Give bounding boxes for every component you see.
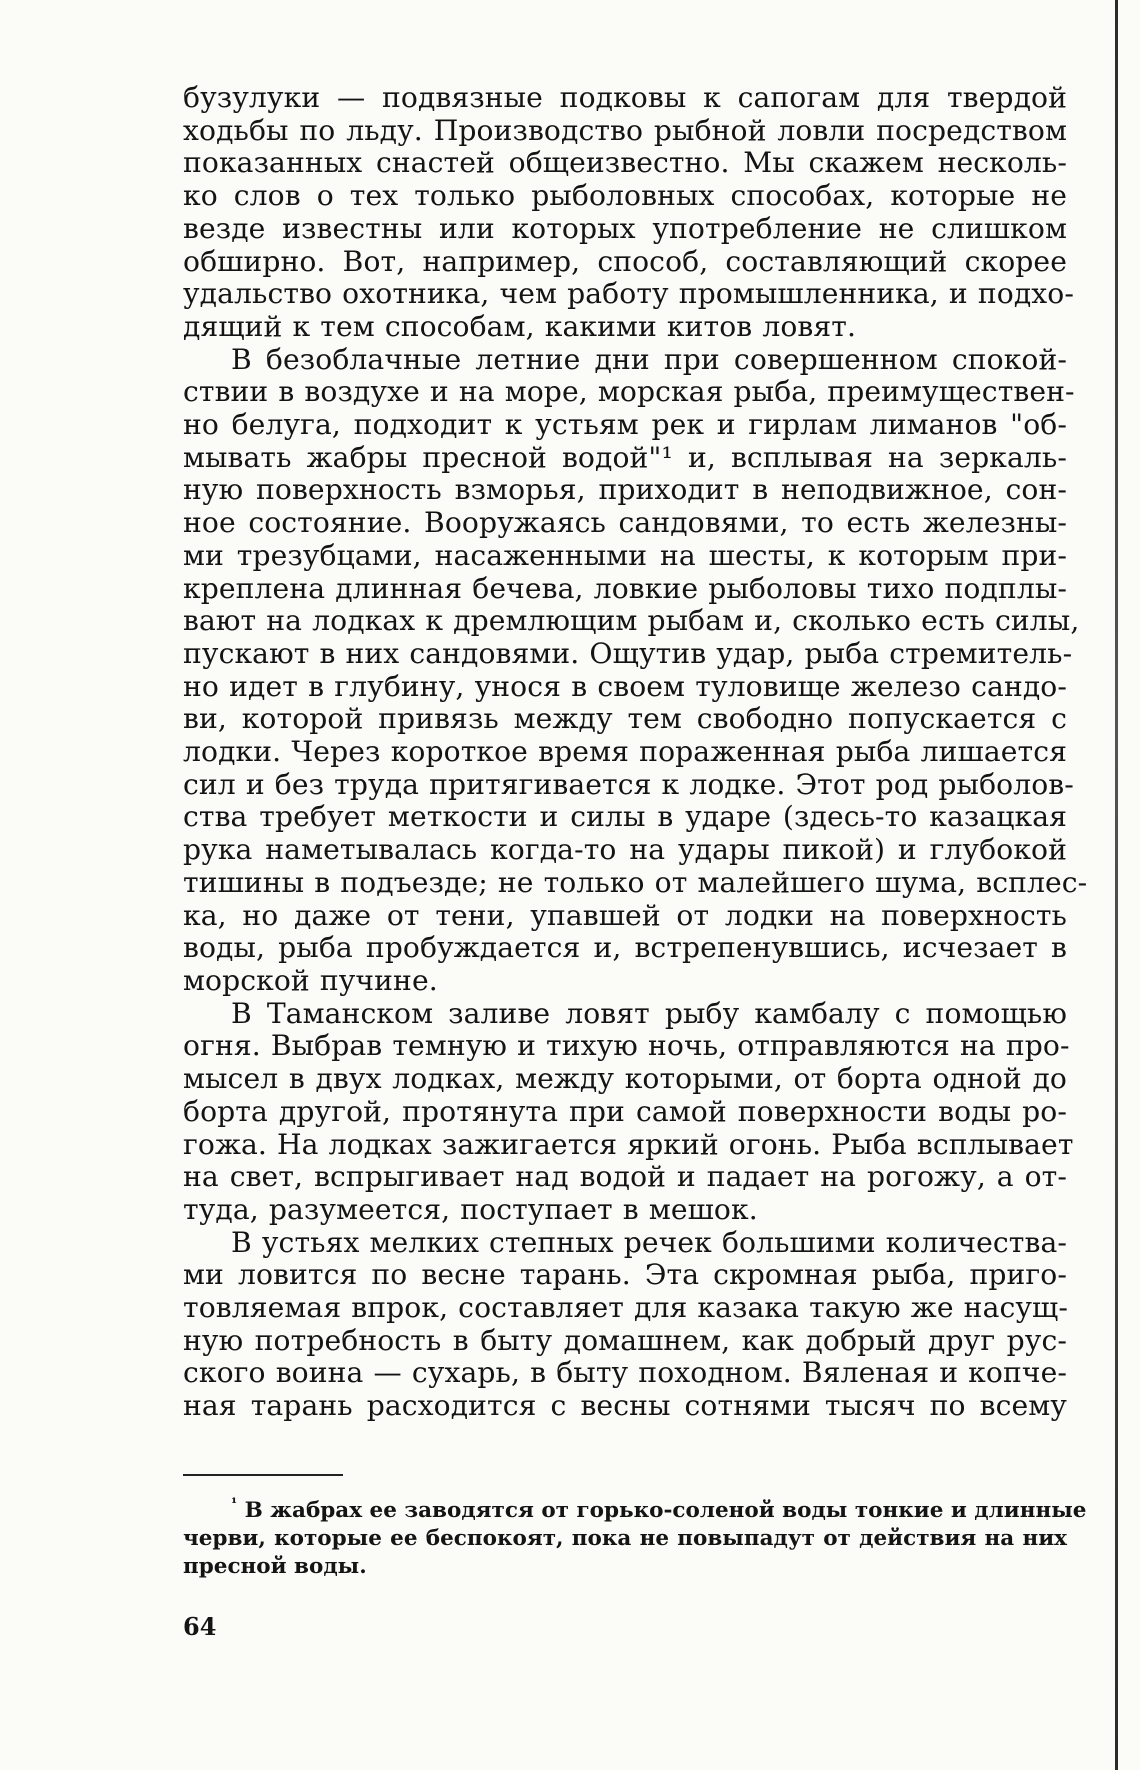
- text-line: но идет в глубину, унося в своем туловище железо сандо-: [183, 669, 1067, 703]
- text-line: туда, разумеется, поступает в мешок.: [183, 1192, 758, 1226]
- text-line: но белуга, подходит к устьям рек и гирлам лиманов "об-: [183, 408, 1067, 442]
- paragraph-1: [183, 81, 1074, 344]
- paragraph-4: [183, 1227, 1067, 1423]
- text-line: рука наметывалась когда-то на удары пикой) и глубокой: [183, 833, 1067, 867]
- text-line: огня. Выбрав темную и тихую ночь, отправляются на про-: [183, 1029, 1070, 1063]
- text-line: воды, рыба пробуждается и, встрепенувшись, исчезает в: [183, 931, 1067, 965]
- text-line: В устьях мелких степных речек большими количества-: [231, 1225, 1067, 1259]
- text-line: гожа. На лодках зажигается яркий огонь. Рыба всплывает: [183, 1127, 1074, 1161]
- text-line: обширно. Вот, например, способ, составляющий скорее: [183, 244, 1067, 278]
- paragraph-2: [183, 342, 1088, 998]
- text-line: В Таманском заливе ловят рыбу камбалу с помощью: [231, 996, 1067, 1030]
- text-line: удальство охотника, чем работу промышленника, и подхо-: [183, 277, 1074, 311]
- text-line: В безоблачные летние дни при совершенном спокой-: [231, 342, 1067, 376]
- main-text: [183, 81, 1088, 1423]
- text-line: ная тарань расходится с весны сотнями тысяч по всему: [183, 1389, 1067, 1423]
- text-line: ходьбы по льду. Производство рыбной ловли посредством: [183, 113, 1067, 147]
- footnote: [183, 1490, 1087, 1581]
- text-line: сил и без труда притягивается к лодке. Этот род рыболов-: [183, 767, 1074, 801]
- footnote-line: [183, 1490, 1087, 1525]
- text-line: креплена длинная бечева, ловкие рыболовы тихо подплы-: [183, 571, 1067, 605]
- footnote-line: пресной воды.: [183, 1554, 367, 1579]
- page-number: 64: [183, 1612, 217, 1641]
- text-line: борта другой, протянута при самой поверхности воды ро-: [183, 1094, 1067, 1128]
- text-line: ми ловится по весне тарань. Эта скромная рыба, приго-: [183, 1258, 1067, 1292]
- text-line: ное состояние. Вооружаясь сандовями, то есть железны-: [183, 506, 1067, 540]
- text-line: мысел в двух лодках, между которыми, от борта одной до: [183, 1062, 1067, 1096]
- text-line: пускают в них сандовями. Ощутив удар, рыба стремитель-: [183, 636, 1073, 670]
- text-line: ка, но даже от тени, упавшей от лодки на поверхность: [183, 898, 1067, 932]
- text-line: везде известны или которых употребление не слишком: [183, 211, 1067, 245]
- text-line: мывать жабры пресной водой"¹ и, всплывая на зеркаль-: [183, 440, 1067, 474]
- text-line: ную потребность в быту домашнем, как добрый друг рус-: [183, 1323, 1067, 1357]
- text-line: товляемая впрок, составляет для казака такую же насущ-: [183, 1291, 1068, 1325]
- page-edge-shadow: [1115, 0, 1118, 1770]
- text-line: ского воина — сухарь, в быту походном. Вяленая и копче-: [183, 1356, 1067, 1390]
- text-line: ства требует меткости и силы в ударе (здесь-то казацкая: [183, 800, 1067, 834]
- text-line: бузулуки — подвязные подковы к сапогам для твердой: [183, 81, 1067, 114]
- footnote-separator: [183, 1474, 343, 1476]
- text-line: ви, которой привязь между тем свободно попускается с: [183, 702, 1067, 736]
- text-line: вают на лодках к дремлющим рыбам и, сколько есть силы,: [183, 604, 1080, 638]
- footnote-line: черви, которые ее беспокоят, пока не повыпадут от действия на них: [183, 1526, 1067, 1551]
- text-line: ми трезубцами, насаженными на шесты, к которым при-: [183, 538, 1067, 572]
- text-line: ко слов о тех только рыболовных способах, которые не: [183, 179, 1067, 213]
- paragraph-3: [183, 996, 1074, 1227]
- text-line: ную поверхность взморья, приходит в неподвижное, сон-: [183, 473, 1067, 507]
- text-line: лодки. Через короткое время пораженная рыба лишается: [183, 735, 1067, 769]
- text-line: показанных снастей общеизвестно. Мы скажем несколь-: [183, 146, 1067, 180]
- text-line: на свет, вспрыгивает над водой и падает на рогожу, а от-: [183, 1160, 1067, 1194]
- text-line: тишины в подъезде; не только от малейшего шума, всплес-: [183, 865, 1088, 899]
- footnote-text: В жабрах ее заводятся от горько-соленой воды тонкие и длинные: [244, 1498, 1087, 1523]
- text-line: морской пучине.: [183, 963, 438, 997]
- footnote-marker: ¹: [231, 1496, 238, 1512]
- text-line: дящий к тем способам, какими китов ловят.: [183, 309, 857, 343]
- text-line: ствии в воздухе и на море, морская рыба, преимуществен-: [183, 375, 1075, 409]
